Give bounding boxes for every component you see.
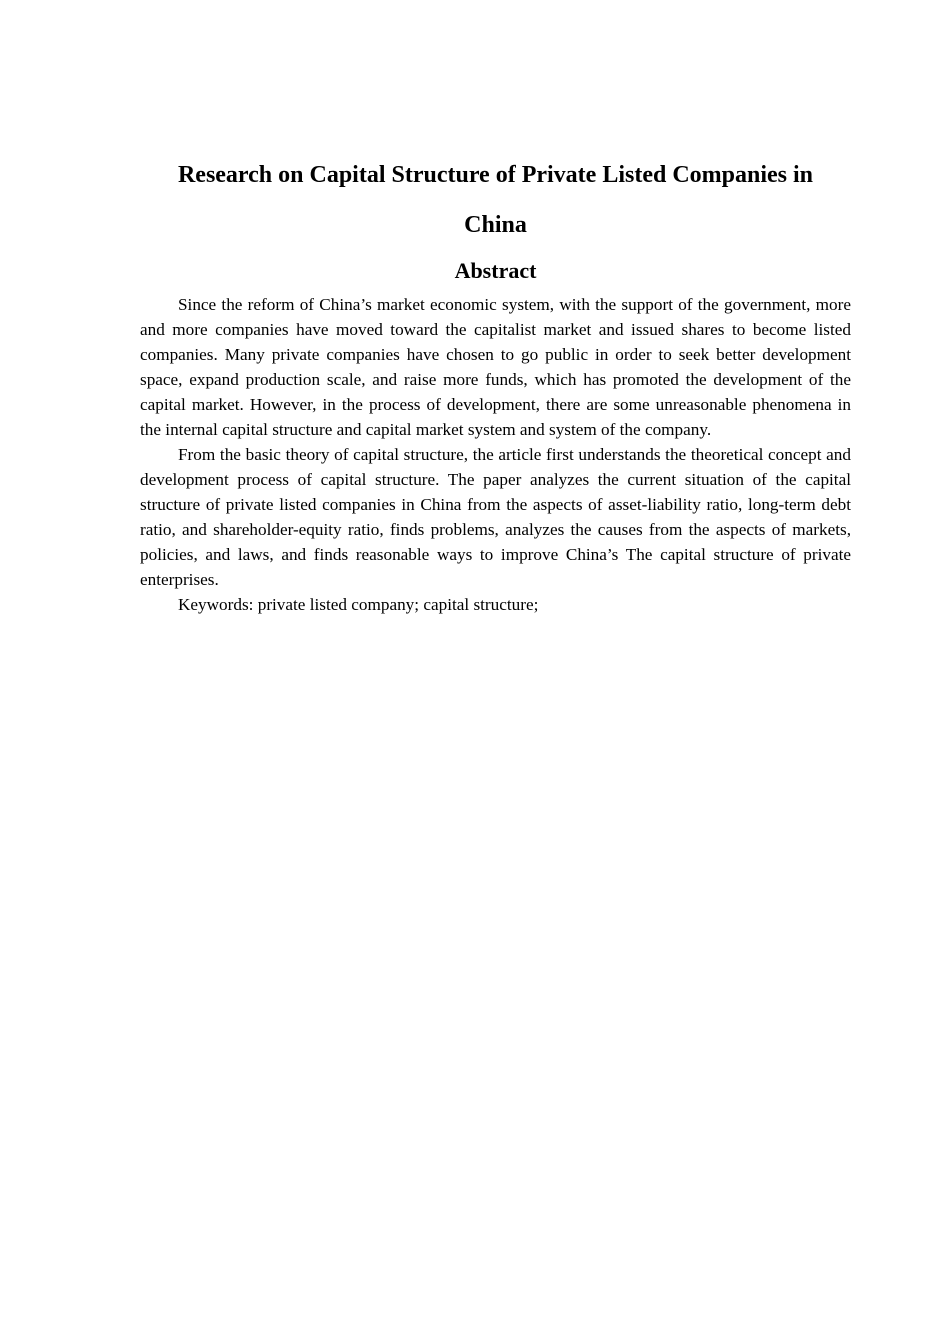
- abstract-paragraph-1: Since the reform of China’s market economic system, with the support of the government, more and more companies have moved toward the capitalist market and issued shares to become listed companies. Many private companies have chosen to go public in order to seek better development space, expand production scale, and raise more funds, which has promoted the development of the capital market. However, in the process of development, there are some unreasonable phenomena in the internal capital structure and capital market system and system of the company.: [140, 295, 851, 439]
- paper-page: [140, 150, 851, 617]
- paper-title-line-2: China: [464, 212, 527, 238]
- abstract-heading: Abstract: [454, 258, 537, 283]
- abstract-paragraph-2: From the basic theory of capital structure, the article first understands the theoretical concept and development process of capital structure. The paper analyzes the current situation of the capital structure of private listed companies in China from the aspects of asset-liability ratio, long-term debt ratio, and shareholder-equity ratio, finds problems, analyzes the causes from the aspects of markets, policies, and laws, and finds reasonable ways to improve China’s The capital structure of private enterprises.: [140, 445, 851, 589]
- paper-title: [140, 150, 851, 250]
- paper-title-line-1: Research on Capital Structure of Private Listed Companies in: [177, 162, 814, 188]
- keywords-line: Keywords: private listed company; capital structure;: [178, 595, 539, 614]
